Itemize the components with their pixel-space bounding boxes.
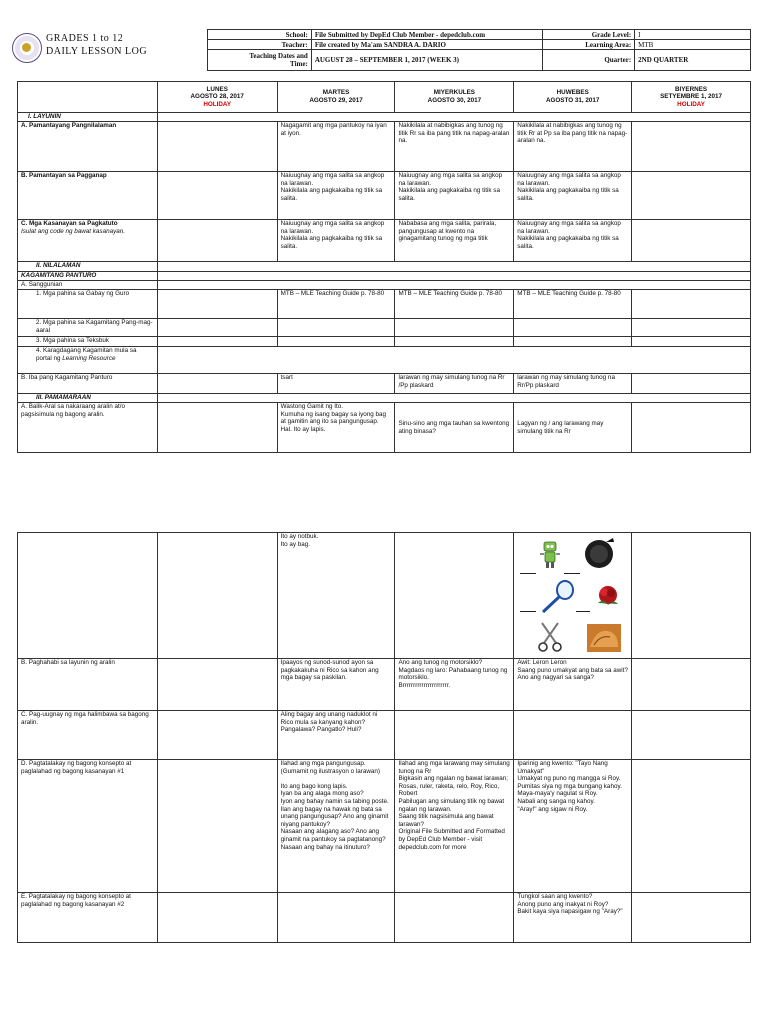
day-date: SETYEMBRE 1, 2017 (660, 93, 723, 101)
answer-blank (520, 611, 536, 612)
empty-corner-cell (18, 82, 158, 113)
rose-icon (594, 583, 622, 609)
learning-resource-text: Learning Resource (62, 354, 116, 362)
watch-icon (582, 536, 616, 572)
robot-icon (538, 539, 562, 571)
cell-p2e-thu: Tungkol saan ang kwento? Anong puno ang inakyat ni Roy? Bakit kaya siya napasigaw ng "Aray?" (514, 893, 632, 943)
cell-s1-wed: MTB – MLE Teaching Guide p. 78-80 (395, 290, 514, 319)
school-label: School: (208, 30, 312, 40)
row-label-pamantayang-pangnilalaman: A. Pamantayang Pangnilalaman (18, 122, 158, 172)
scissors-icon (536, 621, 564, 653)
day-name: BIYERNES (674, 85, 708, 93)
picture-worksheet (514, 533, 632, 659)
day-header-wed (395, 82, 514, 113)
teacher-label: Teacher: (208, 40, 312, 50)
cell-p2b-thu: Awit: Leron Leron Saang puno umakyat ang bata sa awit? Ano ang nagyari sa sanga? (514, 659, 632, 711)
cell-p2d-thu: Iparinig ang kwento: "Tayo Nang Umakyat" Umakyat ng puno ng mangga si Roy. Pumitas siya ng mga bungang kahoy. Maya-maya'y nagulat si Roy. Nabali ang sanga ng kahoy. "Aray!" ang sigaw ni Roy. (514, 760, 632, 893)
row-label-karagdagang-kagamitan (18, 347, 158, 374)
row-label-pagtatalakay-1: D. Pagtatalakay ng bagong konsepto at paglalahad ng bagong kasanayan #1 (18, 760, 158, 893)
day-date: AGOSTO 28, 2017 (190, 93, 244, 101)
row-label-pamantayan-sa-pagganap: B. Pamantayan sa Pagganap (18, 172, 158, 220)
cell-cont-tue: Ito ay notbuk. Ito ay bag. (277, 533, 395, 659)
cell-p2b-wed: Ano ang tunog ng motorsiklo? Magdaos ng laro: Pahabaang tunog ng motorsiklo. Brrrrrrrrrrrrrrrrrrrrrr. (395, 659, 514, 711)
quarter-value: 2ND QUARTER (635, 50, 751, 71)
cell-c-wed: Nababasa ang mga salita, parirala, pangungusap at kwento na ginagamitang tunog ng mga titik (395, 220, 514, 262)
teacher-value: File created by Ma'am SANDRA A. DARIO (311, 40, 543, 50)
day-header-row (18, 82, 751, 113)
karagdagang-text: 4. Karagdagang Kagamitan mula sa portal ng (36, 347, 137, 362)
bread-icon (586, 623, 622, 653)
holiday-label: HOLIDAY (677, 100, 705, 108)
cell-s1-tue: MTB – MLE Teaching Guide p. 78-80 (277, 290, 395, 319)
cell-pa-tue: Wastong Gamit ng Ito. Kumuha ng isang bagay sa iyong bag at gamitin ang ito sa pangungusap. Hal. Ito ay lapis. (277, 403, 395, 453)
lesson-log-table-page2 (17, 532, 751, 943)
row-label-paghahabi: B. Paghahabi sa layunin ng aralin (18, 659, 158, 711)
deped-seal-logo (12, 33, 42, 63)
cell-p2d-wed: Ilahad ang mga larawang may simulang tunog na Rr Bigkasin ang ngalan ng bawat larawan; Rosas, ruler, raketa, relo, Roy, Rico, Robert Pabilugan ang simulang titik ng bawat ngalan ng larawan. Saang titik nagsisimula ang bawat larawan? Original File Submitted and Formatted by DepEd Club Member - visit depedclub.com for more (395, 760, 514, 893)
day-date: AGOSTO 29, 2017 (309, 97, 363, 104)
school-value: File Submitted by DepEd Club Member - depedclub.com (311, 30, 543, 40)
cell-pa-wed: Sinu-sino ang mga tauhan sa kwentong ating binasa? (395, 403, 514, 453)
cell-a-thu: Nakikilala at nabibigkas ang tunog ng titik Rr at Pp sa iba pang titik na napag-aralan na. (514, 122, 632, 172)
day-header-tue (277, 82, 395, 113)
cell-p2d-tue: Ilahad ang mga pangungusap.(Gumamit ng ilustrasyon o larawan) Ito ang bago kong lapis. Iyan ba ang alaga mong aso? Iyon ang bahay namin sa tabing poste. Ilan ang bagay na hawak ng bata sa unang pangungusap? Ano ang ginamit niyang pantukoy? Nasaan ang alagang aso? Ano ang ginamit na pantukoy sa pagtatanong? Nasaan ang bahay na itinuturo? (277, 760, 395, 893)
area-value: MTB (635, 40, 751, 50)
cell-b2-wed: larawan ng may simulang tunog na Rr /Pp plaskard (395, 374, 514, 394)
cell-b-thu: Naiuugnay ang mga salita sa angkop na larawan. Nakikilala ang pagkakaiba ng titik sa salita. (514, 172, 632, 220)
answer-blank (520, 573, 536, 574)
cell-c-thu: Naiuugnay ang mga salita sa angkop na larawan. Nakikilala ang pagkakaiba ng titik sa salita. (514, 220, 632, 262)
row-label-iba-pang-kagamitan: B. Iba pang Kagamitang Panturo (18, 374, 158, 394)
answer-blank (576, 611, 590, 612)
day-header-thu (514, 82, 632, 113)
cell-p2b-tue: Ipaayos ng sunod-sunod ayon sa pagkakakuha ni Rico sa kahon ang mga bagay sa paskilan. (277, 659, 395, 711)
section-nilalaman: II. NILALAMAN (18, 262, 158, 272)
kasanayan-title: C. Mga Kasanayan sa Pagkatuto (21, 220, 118, 227)
cell-b-tue: Naiuugnay ang mga salita sa angkop na larawan. Nakikilala ang pagkakaiba ng titik sa salita. (277, 172, 395, 220)
row-label-pagtatalakay-2: E. Pagtatalakay ng bagong konsepto at paglalahad ng bagong kasanayan #2 (18, 893, 158, 943)
day-date: AGOSTO 30, 2017 (427, 97, 482, 104)
grade-value: I (635, 30, 751, 40)
day-name: LUNES (206, 85, 228, 93)
day-name: MIYERKULES (433, 89, 476, 97)
row-label-gabay-guro: 1. Mga pahina sa Gabay ng Guro (18, 290, 158, 319)
row-label-teksbuk: 3. Mga pahina sa Teksbuk (18, 337, 158, 347)
title-grades: GRADES 1 to 12 (46, 33, 124, 44)
row-label-kagamitang-pang-mag-aaral: 2. Mga pahina sa Kagamitang Pang-mag-aaral (18, 319, 158, 337)
cell-a-wed: Nakikilala at nabibigkas ang tunog ng titik Rr sa iba pang titik na napag-aralan na. (395, 122, 514, 172)
section-pamamaraan: III. PAMAMARAAN (18, 394, 158, 403)
row-label-balik-aral: A. Balik-Aral sa nakaraang aralin at/o pagsisimula ng bagong aralin. (18, 403, 158, 453)
kasanayan-sub: Isulat ang code ng bawat kasanayan. (21, 227, 125, 235)
cell-s1-thu: MTB – MLE Teaching Guide p. 78-80 (514, 290, 632, 319)
cell-a-tue: Nagagamit ang mga pantukoy na iyan at iyon. (277, 122, 395, 172)
cell-b2-tue: tsart (277, 374, 395, 394)
section-kagamitang-panturo: KAGAMITANG PANTURO (18, 272, 158, 281)
day-name: HUWEBES (556, 89, 589, 97)
cell-pa-thu: Lagyan ng / ang larawang may simulang titik na Rr (514, 403, 632, 453)
day-name: MARTES (322, 89, 350, 97)
row-label-pag-uugnay: C. Pag-uugnay ng mga halimbawa sa bagong aralin. (18, 711, 158, 760)
answer-blank (564, 573, 580, 574)
day-header-fri (632, 82, 751, 113)
dates-label (208, 50, 312, 71)
header-info-table (207, 29, 751, 71)
dates-label-line2: Time: (290, 60, 308, 68)
dates-value: AUGUST 28 – SEPTEMBER 1, 2017 (WEEK 3) (311, 50, 543, 71)
dates-label-line1: Teaching Dates and (249, 52, 308, 60)
row-label-kasanayan (18, 220, 158, 262)
lesson-log-table-page1 (17, 81, 751, 453)
row-label-sanggunian: A. Sanggunian (18, 281, 158, 290)
area-label: Learning Area: (543, 40, 635, 50)
cell-b-wed: Naiuugnay ang mga salita sa angkop na larawan. Nakikilala ang pagkakaiba ng titik sa salita. (395, 172, 514, 220)
quarter-label: Quarter: (543, 50, 635, 71)
holiday-label: HOLIDAY (203, 100, 232, 108)
cell-p2c-tue: Aling bagay ang unang naduklot ni Rico mula sa kanyang kahon? Pangalawa? Pangatlo? Huli? (277, 711, 395, 760)
grade-label: Grade Level: (543, 30, 635, 40)
day-header-mon (157, 82, 277, 113)
tennis-racket-icon (540, 580, 576, 614)
title-daily-lesson-log: DAILY LESSON LOG (46, 46, 148, 57)
section-layunin: I. LAYUNIN (18, 113, 158, 122)
cell-c-tue: Naiuugnay ang mga salita sa angkop na larawan. Nakikilala ang pagkakaiba ng titik sa salita. (277, 220, 395, 262)
day-date: AGOSTO 31, 2017 (545, 97, 600, 104)
cell-b2-thu: larawan ng may simulang tunog na Rr/Pp plaskard (514, 374, 632, 394)
